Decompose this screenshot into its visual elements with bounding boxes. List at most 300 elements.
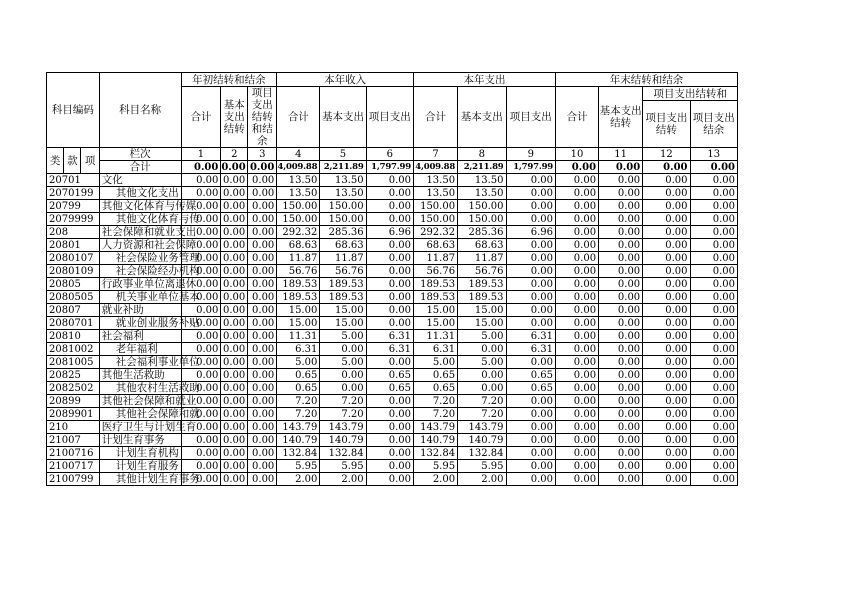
value-cell: 0.00 xyxy=(221,421,248,434)
value-cell: 0.00 xyxy=(556,187,599,200)
value-cell: 0.00 xyxy=(366,213,413,226)
subject-code: 208 xyxy=(47,226,100,239)
value-cell: 0.00 xyxy=(248,200,277,213)
header-code: 科目编码 xyxy=(47,73,100,148)
total-cell: 1,797.99 xyxy=(506,161,556,174)
value-cell: 0.00 xyxy=(556,460,599,473)
value-cell: 0.00 xyxy=(556,291,599,304)
subject-name: 行政事业单位离退休 xyxy=(99,278,181,291)
value-cell: 0.00 xyxy=(221,226,248,239)
table-row xyxy=(47,460,738,473)
value-cell: 150.00 xyxy=(413,200,457,213)
value-cell: 0.00 xyxy=(556,434,599,447)
value-cell: 0.00 xyxy=(556,239,599,252)
value-cell: 285.36 xyxy=(320,226,366,239)
header-expense-total: 合计 xyxy=(413,87,457,148)
subject-code: 2080505 xyxy=(47,291,100,304)
value-cell: 0.00 xyxy=(556,174,599,187)
value-cell: 13.50 xyxy=(458,187,506,200)
value-cell: 0.00 xyxy=(506,434,556,447)
subject-code: 2100717 xyxy=(47,460,100,473)
subject-code: 20899 xyxy=(47,395,100,408)
subject-code: 2082502 xyxy=(47,382,100,395)
value-cell: 56.76 xyxy=(413,265,457,278)
value-cell: 0.00 xyxy=(181,434,221,447)
table-row xyxy=(47,304,738,317)
subject-name: 其他农村生活救助 xyxy=(99,382,181,395)
value-cell: 0.00 xyxy=(643,317,690,330)
table-row xyxy=(47,356,738,369)
col-number: 7 xyxy=(413,148,457,161)
value-cell: 0.00 xyxy=(248,265,277,278)
value-cell: 0.00 xyxy=(599,408,643,421)
value-cell: 0.00 xyxy=(366,434,413,447)
value-cell: 0.00 xyxy=(221,200,248,213)
value-cell: 0.00 xyxy=(248,174,277,187)
value-cell: 0.00 xyxy=(181,174,221,187)
col-number: 5 xyxy=(320,148,366,161)
value-cell: 13.50 xyxy=(277,187,320,200)
value-cell: 140.79 xyxy=(458,434,506,447)
col-number: 4 xyxy=(277,148,320,161)
value-cell: 0.00 xyxy=(181,317,221,330)
value-cell: 0.00 xyxy=(366,317,413,330)
value-cell: 189.53 xyxy=(413,291,457,304)
subject-code: 2081002 xyxy=(47,343,100,356)
value-cell: 13.50 xyxy=(413,187,457,200)
col-number: 11 xyxy=(599,148,643,161)
col-number: 9 xyxy=(506,148,556,161)
value-cell: 0.00 xyxy=(690,447,737,460)
value-cell: 0.00 xyxy=(690,304,737,317)
subject-name: 其他社会保障和就 xyxy=(99,408,181,421)
value-cell: 0.00 xyxy=(599,252,643,265)
table-row xyxy=(47,395,738,408)
value-cell: 0.00 xyxy=(690,187,737,200)
value-cell: 0.00 xyxy=(690,369,737,382)
value-cell: 0.00 xyxy=(366,291,413,304)
subject-name: 社会保险业务管理 xyxy=(99,252,181,265)
value-cell: 0.00 xyxy=(248,473,277,486)
table-row xyxy=(47,369,738,382)
value-cell: 0.00 xyxy=(221,382,248,395)
subject-code: 2080107 xyxy=(47,252,100,265)
value-cell: 143.79 xyxy=(277,421,320,434)
header-income-total: 合计 xyxy=(277,87,320,148)
value-cell: 0.00 xyxy=(458,343,506,356)
value-cell: 0.00 xyxy=(366,304,413,317)
value-cell: 5.00 xyxy=(458,330,506,343)
header-lei: 类 xyxy=(47,148,64,174)
value-cell: 2.00 xyxy=(277,473,320,486)
value-cell: 0.00 xyxy=(366,265,413,278)
value-cell: 0.00 xyxy=(556,213,599,226)
value-cell: 6.31 xyxy=(366,343,413,356)
value-cell: 0.00 xyxy=(690,200,737,213)
subject-name: 其他生活救助 xyxy=(99,369,181,382)
value-cell: 0.00 xyxy=(221,408,248,421)
value-cell: 0.00 xyxy=(506,304,556,317)
subject-name: 就业创业服务补贴 xyxy=(99,317,181,330)
value-cell: 0.00 xyxy=(366,421,413,434)
total-cell: 4,009.88 xyxy=(277,161,320,174)
value-cell: 5.00 xyxy=(320,356,366,369)
value-cell: 0.00 xyxy=(221,265,248,278)
value-cell: 0.00 xyxy=(181,382,221,395)
value-cell: 5.00 xyxy=(277,356,320,369)
value-cell: 0.00 xyxy=(366,408,413,421)
value-cell: 11.31 xyxy=(277,330,320,343)
value-cell: 189.53 xyxy=(277,291,320,304)
subject-name: 其他文化支出 xyxy=(99,187,181,200)
value-cell: 150.00 xyxy=(413,213,457,226)
value-cell: 7.20 xyxy=(277,395,320,408)
subject-name: 其他社会保障和就业 xyxy=(99,395,181,408)
value-cell: 0.00 xyxy=(181,187,221,200)
subject-code: 2081005 xyxy=(47,356,100,369)
value-cell: 0.00 xyxy=(599,343,643,356)
value-cell: 0.00 xyxy=(506,291,556,304)
table-row xyxy=(47,343,738,356)
value-cell: 0.00 xyxy=(556,473,599,486)
value-cell: 140.79 xyxy=(413,434,457,447)
value-cell: 0.00 xyxy=(556,330,599,343)
subject-code: 210 xyxy=(47,421,100,434)
value-cell: 285.36 xyxy=(458,226,506,239)
value-cell: 0.00 xyxy=(643,213,690,226)
value-cell: 0.00 xyxy=(181,460,221,473)
value-cell: 0.00 xyxy=(643,252,690,265)
value-cell: 0.00 xyxy=(599,330,643,343)
value-cell: 0.00 xyxy=(556,408,599,421)
value-cell: 0.00 xyxy=(181,265,221,278)
value-cell: 7.20 xyxy=(320,395,366,408)
value-cell: 2.00 xyxy=(413,473,457,486)
value-cell: 0.00 xyxy=(366,252,413,265)
value-cell: 0.65 xyxy=(506,369,556,382)
value-cell: 6.31 xyxy=(277,343,320,356)
value-cell: 0.00 xyxy=(248,356,277,369)
table-row xyxy=(47,252,738,265)
value-cell: 15.00 xyxy=(320,317,366,330)
subject-name: 其他文化体育与传媒 xyxy=(99,200,181,213)
value-cell: 0.00 xyxy=(248,304,277,317)
value-cell: 0.00 xyxy=(506,239,556,252)
header-group-end: 年末结转和结余 xyxy=(556,73,738,87)
table-row xyxy=(47,213,738,226)
value-cell: 0.00 xyxy=(643,356,690,369)
value-cell: 0.00 xyxy=(248,434,277,447)
value-cell: 0.00 xyxy=(248,343,277,356)
value-cell: 0.00 xyxy=(556,226,599,239)
value-cell: 143.79 xyxy=(413,421,457,434)
value-cell: 0.00 xyxy=(248,447,277,460)
table-row xyxy=(47,473,738,486)
value-cell: 0.00 xyxy=(248,278,277,291)
value-cell: 0.65 xyxy=(277,369,320,382)
col-number: 8 xyxy=(458,148,506,161)
value-cell: 150.00 xyxy=(320,200,366,213)
value-cell: 0.00 xyxy=(690,291,737,304)
value-cell: 189.53 xyxy=(458,291,506,304)
value-cell: 0.00 xyxy=(366,356,413,369)
header-end-project-group: 项目支出结转和 xyxy=(643,87,738,101)
table-row xyxy=(47,291,738,304)
value-cell: 0.00 xyxy=(690,460,737,473)
value-cell: 13.50 xyxy=(320,187,366,200)
value-cell: 0.00 xyxy=(506,356,556,369)
value-cell: 0.00 xyxy=(599,447,643,460)
value-cell: 13.50 xyxy=(413,174,457,187)
value-cell: 0.00 xyxy=(599,291,643,304)
value-cell: 0.00 xyxy=(690,434,737,447)
value-cell: 11.87 xyxy=(277,252,320,265)
value-cell: 0.00 xyxy=(643,460,690,473)
value-cell: 0.00 xyxy=(181,226,221,239)
value-cell: 150.00 xyxy=(458,200,506,213)
total-cell: 0.00 xyxy=(643,161,690,174)
value-cell: 11.31 xyxy=(413,330,457,343)
table-row xyxy=(47,239,738,252)
value-cell: 0.00 xyxy=(556,447,599,460)
value-cell: 0.00 xyxy=(556,304,599,317)
value-cell: 5.00 xyxy=(320,330,366,343)
value-cell: 0.00 xyxy=(221,252,248,265)
value-cell: 11.87 xyxy=(413,252,457,265)
value-cell: 143.79 xyxy=(458,421,506,434)
value-cell: 0.00 xyxy=(366,239,413,252)
col-number: 1 xyxy=(181,148,221,161)
subject-code: 2089901 xyxy=(47,408,100,421)
value-cell: 0.00 xyxy=(599,200,643,213)
value-cell: 0.00 xyxy=(599,187,643,200)
value-cell: 0.00 xyxy=(556,278,599,291)
value-cell: 0.00 xyxy=(221,356,248,369)
total-cell: 2,211.89 xyxy=(458,161,506,174)
value-cell: 0.00 xyxy=(221,369,248,382)
value-cell: 0.00 xyxy=(599,460,643,473)
value-cell: 0.65 xyxy=(506,382,556,395)
value-cell: 0.00 xyxy=(556,369,599,382)
value-cell: 0.00 xyxy=(643,226,690,239)
value-cell: 0.00 xyxy=(690,317,737,330)
value-cell: 0.00 xyxy=(643,330,690,343)
subject-name: 计划生育事务 xyxy=(99,434,181,447)
value-cell: 0.00 xyxy=(248,369,277,382)
value-cell: 0.00 xyxy=(643,408,690,421)
subject-code: 20701 xyxy=(47,174,100,187)
value-cell: 0.00 xyxy=(506,447,556,460)
total-cell: 0.00 xyxy=(556,161,599,174)
value-cell: 0.65 xyxy=(413,369,457,382)
value-cell: 0.00 xyxy=(248,291,277,304)
value-cell: 0.00 xyxy=(643,421,690,434)
subject-name: 社会保障和就业支出 xyxy=(99,226,181,239)
subject-code: 20825 xyxy=(47,369,100,382)
header-total: 合计 xyxy=(181,87,221,148)
total-cell: 0.00 xyxy=(690,161,737,174)
value-cell: 0.00 xyxy=(690,395,737,408)
value-cell: 0.00 xyxy=(221,213,248,226)
value-cell: 0.00 xyxy=(690,356,737,369)
value-cell: 150.00 xyxy=(277,213,320,226)
header-lanci: 栏次 xyxy=(99,148,181,161)
value-cell: 0.00 xyxy=(248,421,277,434)
value-cell: 7.20 xyxy=(413,408,457,421)
value-cell: 0.00 xyxy=(248,408,277,421)
subject-code: 20805 xyxy=(47,278,100,291)
value-cell: 0.00 xyxy=(506,408,556,421)
subject-code: 2070199 xyxy=(47,187,100,200)
value-cell: 292.32 xyxy=(277,226,320,239)
value-cell: 0.00 xyxy=(690,421,737,434)
table-row xyxy=(47,447,738,460)
value-cell: 0.00 xyxy=(458,382,506,395)
value-cell: 0.00 xyxy=(690,213,737,226)
value-cell: 0.00 xyxy=(181,408,221,421)
subject-name: 文化 xyxy=(99,174,181,187)
value-cell: 189.53 xyxy=(320,291,366,304)
value-cell: 0.00 xyxy=(690,226,737,239)
value-cell: 0.00 xyxy=(643,200,690,213)
header-end-project-balance: 项目支出结余 xyxy=(690,101,737,148)
value-cell: 132.84 xyxy=(277,447,320,460)
subject-name: 人力资源和社会保障 xyxy=(99,239,181,252)
value-cell: 0.65 xyxy=(277,382,320,395)
value-cell: 0.00 xyxy=(690,252,737,265)
value-cell: 0.00 xyxy=(643,447,690,460)
value-cell: 0.00 xyxy=(599,265,643,278)
subject-name: 计划生育服务 xyxy=(99,460,181,473)
subject-name: 医疗卫生与计划生育 xyxy=(99,421,181,434)
col-number: 3 xyxy=(248,148,277,161)
value-cell: 6.31 xyxy=(413,343,457,356)
subject-code: 2100799 xyxy=(47,473,100,486)
value-cell: 132.84 xyxy=(320,447,366,460)
value-cell: 7.20 xyxy=(277,408,320,421)
value-cell: 140.79 xyxy=(320,434,366,447)
value-cell: 0.00 xyxy=(690,382,737,395)
value-cell: 6.96 xyxy=(506,226,556,239)
value-cell: 0.00 xyxy=(181,278,221,291)
header-end-project-carry: 项目支出结转 xyxy=(643,101,690,148)
value-cell: 0.00 xyxy=(221,304,248,317)
value-cell: 0.00 xyxy=(181,369,221,382)
value-cell: 0.00 xyxy=(599,278,643,291)
value-cell: 0.65 xyxy=(413,382,457,395)
value-cell: 0.00 xyxy=(556,356,599,369)
value-cell: 0.00 xyxy=(690,239,737,252)
value-cell: 0.00 xyxy=(221,434,248,447)
value-cell: 0.65 xyxy=(366,369,413,382)
subject-code: 2080109 xyxy=(47,265,100,278)
value-cell: 11.87 xyxy=(458,252,506,265)
col-number: 6 xyxy=(366,148,413,161)
table-row xyxy=(47,317,738,330)
value-cell: 0.00 xyxy=(690,278,737,291)
value-cell: 13.50 xyxy=(277,174,320,187)
value-cell: 0.00 xyxy=(181,200,221,213)
value-cell: 2.00 xyxy=(458,473,506,486)
col-number: 12 xyxy=(643,148,690,161)
total-cell: 0.00 xyxy=(248,161,277,174)
value-cell: 0.00 xyxy=(643,174,690,187)
value-cell: 0.00 xyxy=(366,174,413,187)
value-cell: 150.00 xyxy=(320,213,366,226)
value-cell: 15.00 xyxy=(413,304,457,317)
value-cell: 0.00 xyxy=(599,434,643,447)
value-cell: 0.00 xyxy=(643,343,690,356)
value-cell: 15.00 xyxy=(458,304,506,317)
value-cell: 0.00 xyxy=(506,317,556,330)
value-cell: 0.65 xyxy=(366,382,413,395)
value-cell: 0.00 xyxy=(556,317,599,330)
value-cell: 0.00 xyxy=(366,447,413,460)
value-cell: 0.00 xyxy=(599,239,643,252)
value-cell: 0.00 xyxy=(599,369,643,382)
value-cell: 140.79 xyxy=(277,434,320,447)
table-row xyxy=(47,174,738,187)
value-cell: 0.00 xyxy=(248,252,277,265)
value-cell: 0.00 xyxy=(506,278,556,291)
value-cell: 0.00 xyxy=(221,395,248,408)
header-project-carry-balance: 项目支出结转和结余 xyxy=(248,87,277,148)
value-cell: 0.00 xyxy=(556,382,599,395)
subject-name: 社会保险经办机构 xyxy=(99,265,181,278)
value-cell: 0.00 xyxy=(221,317,248,330)
value-cell: 0.00 xyxy=(643,239,690,252)
header-end-total: 合计 xyxy=(556,87,599,148)
header-income-project: 项目支出 xyxy=(366,87,413,148)
value-cell: 0.00 xyxy=(690,473,737,486)
subject-code: 20810 xyxy=(47,330,100,343)
value-cell: 0.00 xyxy=(599,174,643,187)
value-cell: 7.20 xyxy=(320,408,366,421)
value-cell: 0.00 xyxy=(248,330,277,343)
value-cell: 15.00 xyxy=(320,304,366,317)
table-row xyxy=(47,434,738,447)
col-number: 10 xyxy=(556,148,599,161)
value-cell: 0.00 xyxy=(366,278,413,291)
value-cell: 0.00 xyxy=(506,252,556,265)
value-cell: 0.00 xyxy=(366,460,413,473)
total-cell: 2,211.89 xyxy=(320,161,366,174)
value-cell: 5.95 xyxy=(320,460,366,473)
total-cell: 0.00 xyxy=(221,161,248,174)
value-cell: 0.00 xyxy=(221,447,248,460)
value-cell: 15.00 xyxy=(458,317,506,330)
total-cell: 4,009.88 xyxy=(413,161,457,174)
value-cell: 0.00 xyxy=(366,200,413,213)
header-expense-project: 项目支出 xyxy=(506,87,556,148)
value-cell: 0.00 xyxy=(248,239,277,252)
value-cell: 0.00 xyxy=(181,356,221,369)
value-cell: 189.53 xyxy=(320,278,366,291)
value-cell: 0.00 xyxy=(506,265,556,278)
col-number: 2 xyxy=(221,148,248,161)
value-cell: 0.00 xyxy=(599,226,643,239)
value-cell: 143.79 xyxy=(320,421,366,434)
value-cell: 132.84 xyxy=(458,447,506,460)
subject-code: 2080701 xyxy=(47,317,100,330)
value-cell: 0.00 xyxy=(599,395,643,408)
value-cell: 0.00 xyxy=(690,330,737,343)
value-cell: 13.50 xyxy=(458,174,506,187)
value-cell: 0.00 xyxy=(181,343,221,356)
value-cell: 0.00 xyxy=(320,343,366,356)
value-cell: 150.00 xyxy=(458,213,506,226)
value-cell: 189.53 xyxy=(458,278,506,291)
